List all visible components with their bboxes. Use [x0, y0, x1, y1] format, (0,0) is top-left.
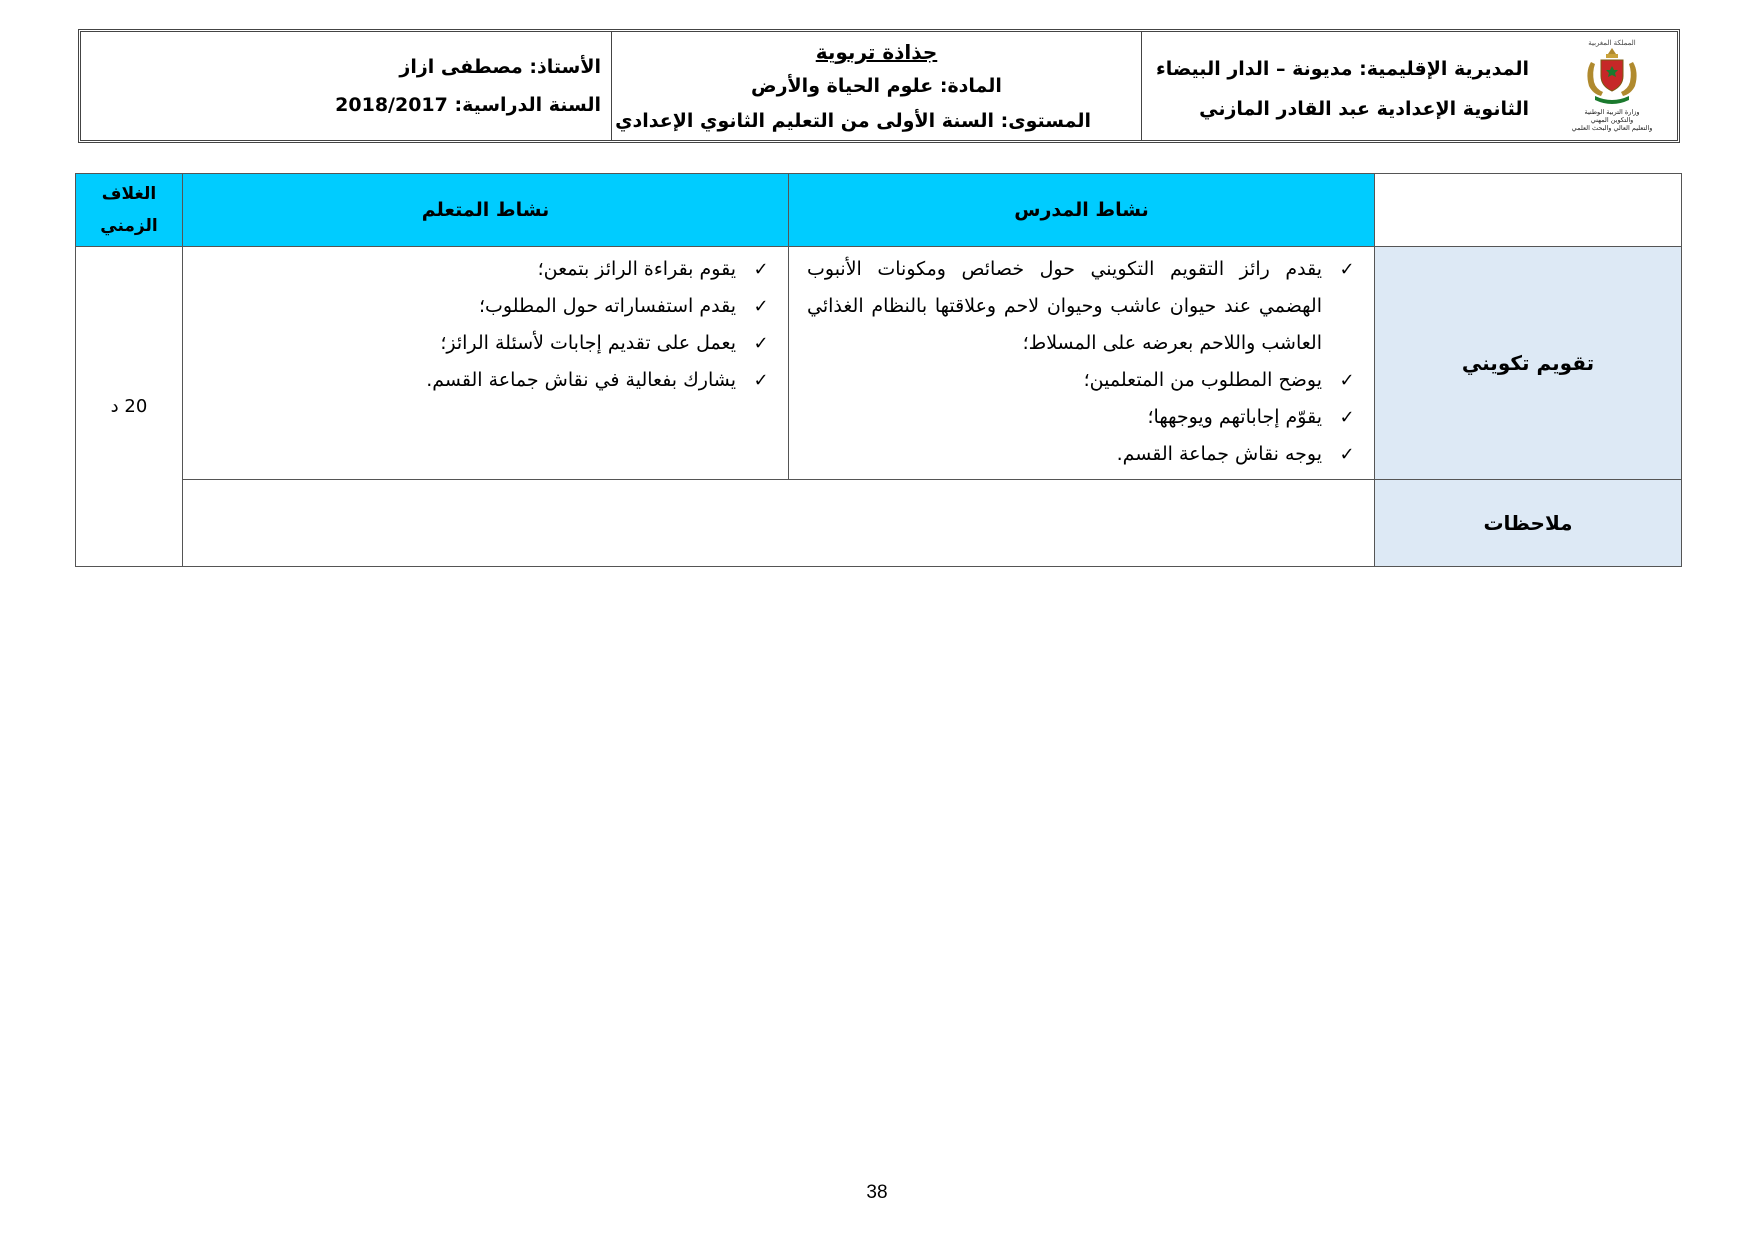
header-lesson-info — [611, 32, 1141, 140]
notes-label: ملاحظات — [1375, 480, 1682, 567]
teacher-activities-list — [789, 247, 1374, 479]
kingdom-emblem — [1557, 36, 1667, 136]
teacher-activity-text: يقوّم إجاباتهم ويوجهها؛ — [1147, 406, 1322, 428]
check-icon: ✓ — [753, 333, 769, 354]
learner-activities-cell — [183, 247, 789, 480]
document-header — [78, 29, 1680, 143]
table-row — [76, 247, 1682, 480]
teacher-activity-text: يقدم رائز التقويم التكويني حول خصائص ومكونات الأنبوب الهضمي عند حيوان عاشب وحيوان لاحم وعلاقتها بالنظام الغذائي العاشب واللاحم بعرضه على المسلاط؛ — [807, 258, 1322, 354]
notes-row — [76, 480, 1682, 567]
table-header-row — [76, 174, 1682, 247]
teacher-activity-text: يوضح المطلوب من المتعلمين؛ — [1083, 369, 1322, 391]
list-item — [201, 288, 774, 325]
header-institution — [1141, 32, 1677, 140]
learner-activities-list — [183, 247, 788, 405]
check-icon: ✓ — [753, 296, 769, 317]
teacher-activity-text: يوجه نقاش جماعة القسم. — [1116, 443, 1322, 465]
check-icon: ✓ — [1339, 444, 1355, 465]
coat-of-arms-icon — [1557, 36, 1667, 136]
list-item — [201, 325, 774, 362]
teacher-name: الأستاذ: مصطفى ازاز — [399, 56, 601, 78]
check-icon: ✓ — [1339, 407, 1355, 428]
emblem-caption-line-2: والتكوين المهني — [1590, 116, 1634, 124]
learner-activity-text: يعمل على تقديم إجابات لأسئلة الرائز؛ — [440, 332, 736, 354]
check-icon: ✓ — [1339, 259, 1355, 280]
time-header-line-2: الزمني — [100, 216, 158, 236]
learner-activity-text: يقدم استفساراته حول المطلوب؛ — [478, 295, 736, 317]
lesson-plan-table — [75, 173, 1682, 567]
directorate-label: المديرية الإقليمية: مديونة – الدار البيضاء — [1155, 58, 1529, 80]
list-item — [807, 362, 1360, 399]
level-label: المستوى: السنة الأولى من التعليم الثانوي الإعدادي — [615, 110, 1091, 132]
learner-activity-text: يقوم بقراءة الرائز بتمعن؛ — [537, 258, 736, 280]
page-number: 38 — [866, 1182, 888, 1203]
teacher-activity-header: نشاط المدرس — [789, 174, 1375, 247]
time-header-line-1: الغلاف — [101, 184, 157, 204]
school-year: السنة الدراسية: 2018/2017 — [335, 94, 601, 116]
list-item — [807, 436, 1360, 473]
header-teacher-info — [81, 32, 611, 140]
list-item — [201, 251, 774, 288]
learner-activity-text: يشارك بفعالية في نقاش جماعة القسم. — [426, 369, 736, 391]
time-allotment-header — [76, 174, 183, 247]
list-item — [201, 362, 774, 399]
list-item — [807, 399, 1360, 436]
time-value: 20 د — [76, 247, 183, 567]
document-title: جذاذة تربوية — [815, 40, 938, 64]
check-icon: ✓ — [1339, 370, 1355, 391]
learner-activity-header: نشاط المتعلم — [183, 174, 789, 247]
emblem-caption-line-3: والتعليم العالي والبحث العلمي — [1571, 124, 1653, 132]
stage-label: تقويم تكويني — [1375, 247, 1682, 480]
list-item — [807, 251, 1360, 362]
teacher-activities-cell — [789, 247, 1375, 480]
stage-header-blank — [1375, 174, 1682, 247]
emblem-caption-top: المملكة المغربية — [1588, 39, 1636, 47]
notes-content — [183, 480, 1375, 567]
school-name: الثانوية الإعدادية عبد القادر المازني — [1199, 98, 1529, 120]
subject-label: المادة: علوم الحياة والأرض — [751, 75, 1002, 97]
check-icon: ✓ — [753, 370, 769, 391]
emblem-caption-line-1: وزارة التربية الوطنية — [1584, 108, 1640, 116]
check-icon: ✓ — [753, 259, 769, 280]
